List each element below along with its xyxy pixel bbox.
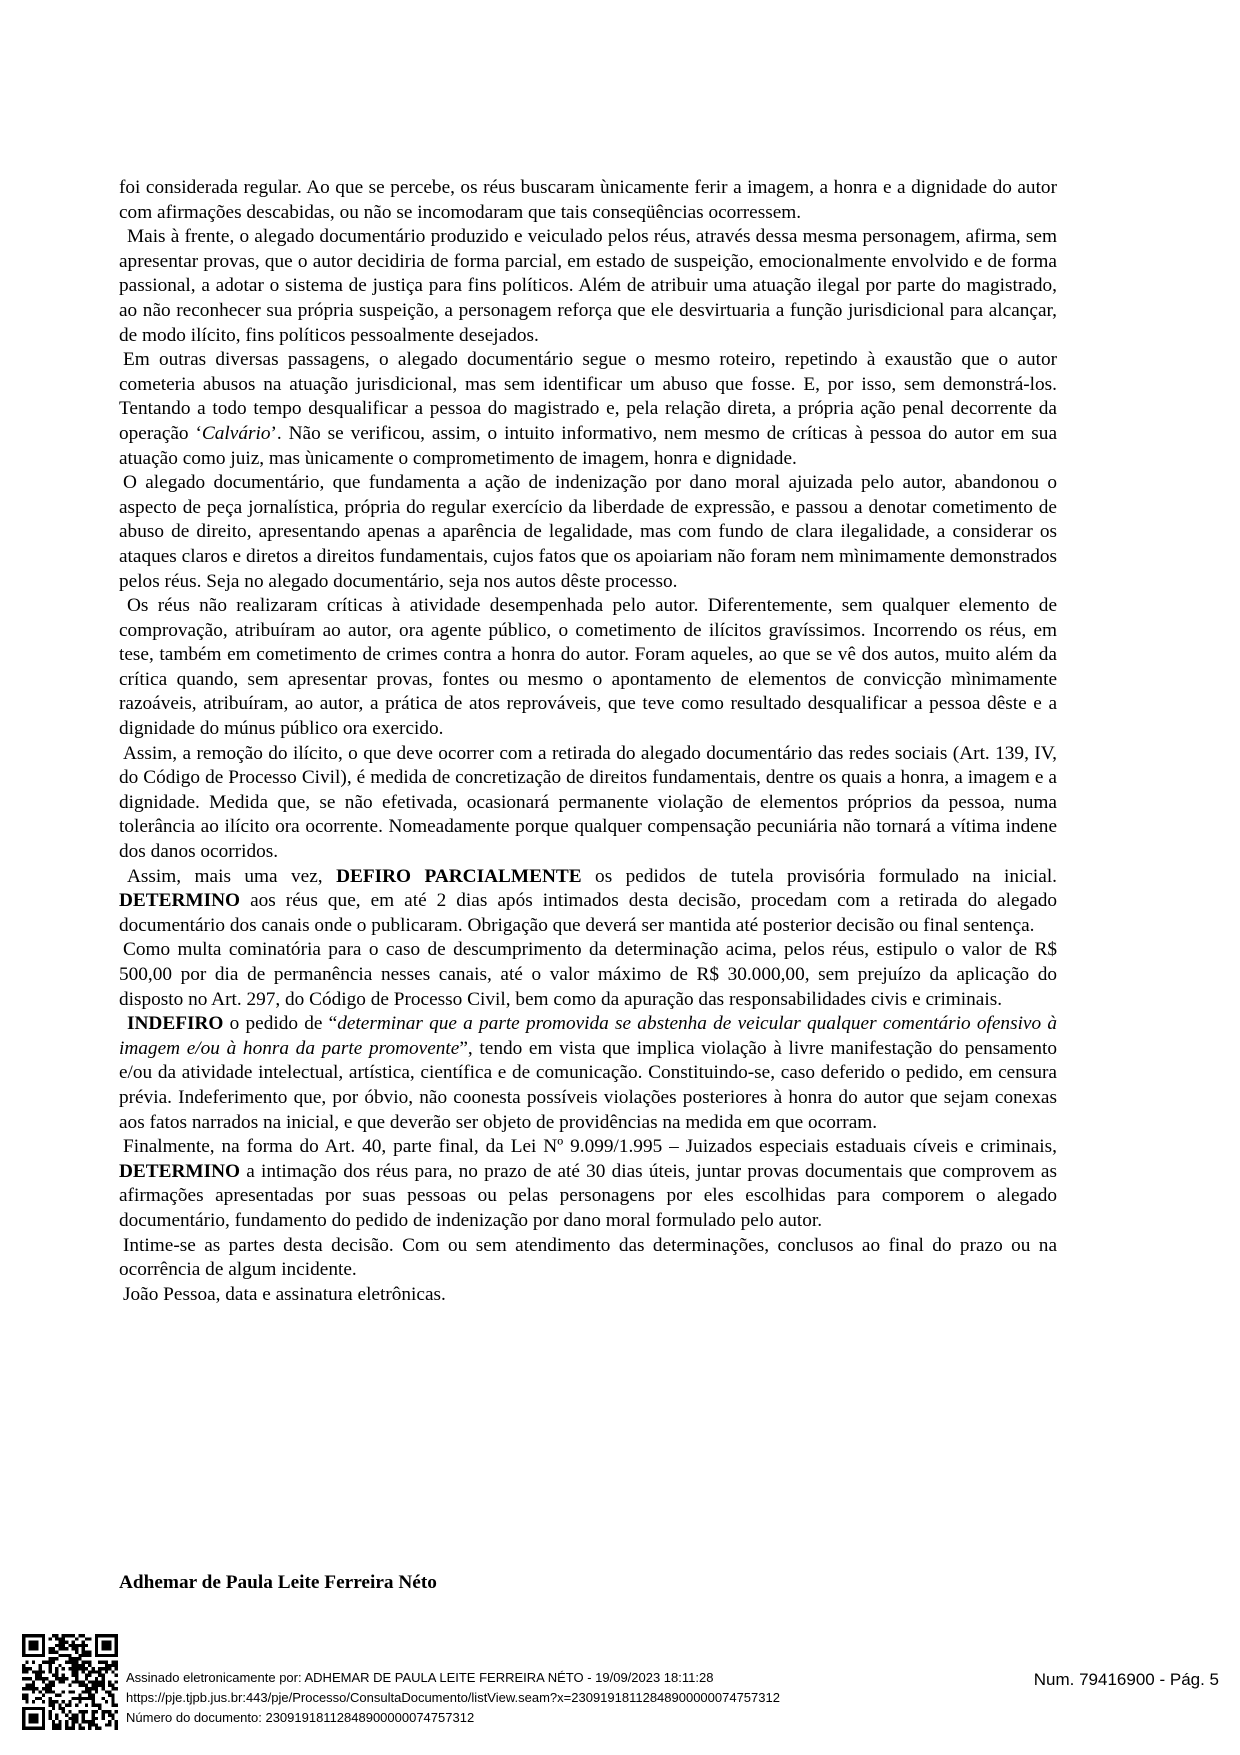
paragraph <box>119 176 1057 225</box>
document-number: Número do documento: 23091918112848900000074757312 <box>126 1710 475 1725</box>
paragraph-text: Assim, a remoção do ilícito, o que deve ocorrer com a retirada do alegado documentário das redes sociais (Art. 139, IV, do Código de Processo Civil), é medida de concretização de direitos fundamentais, dentre os quais a honra, a imagem e a dignidade. Medida que, se não efetivada, ocasionará permanente violação de elementos próprios da pessoa, numa tolerância ao ilícito ora ocorrente. Nomeadamente porque qualquer compensação pecuniária não tornará a vítima indene dos danos ocorridos. <box>119 742 1057 863</box>
paragraph-text: ’. Não se verificou, assim, o intuito informativo, nem mesmo de críticas à pessoa do autor em sua atuação como juiz, mas ùnicamente o comprometimento de imagem, honra e dignidade. <box>119 422 1057 469</box>
paragraph <box>119 1234 1057 1283</box>
paragraph-text: a intimação dos réus para, no prazo de até 30 dias úteis, juntar provas documentais que comprovem as afirmações apresentadas por suas pessoas ou pelas personagens por eles escolhidas para comporem o alegado documentário, fundamento do pedido de indenização por dano moral formulado pelo autor. <box>119 1160 1057 1231</box>
paragraph <box>119 471 1057 594</box>
decision-body <box>119 176 1057 1307</box>
document-url[interactable]: https://pje.tjpb.jus.br:443/pje/Processo/ConsultaDocumento/listView.seam?x=23091918112848900000074757312 <box>126 1690 780 1705</box>
paragraph-text: Finalmente, na forma do Art. 40, parte final, da Lei Nº 9.099/1.995 – Juizados especiais estaduais cíveis e criminais, <box>123 1136 1057 1158</box>
paragraph-text: Em outras diversas passagens, o alegado documentário segue o mesmo roteiro, repetindo à exaustão que o autor cometeria abusos na atuação jurisdicional, mas sem identificar um abuso que fosse. E, por isso, sem demonstrá-los. Tentando a todo tempo desqualificar a pessoa do magistrado e, pela relação direta, a própria ação penal decorrente da operação ‘ <box>119 349 1057 444</box>
bold-term: INDEFIRO <box>127 1013 224 1035</box>
paragraph-text: aos réus que, em até 2 dias após intimados desta decisão, procedam com a retirada do alegado documentário dos canais onde o publicaram. Obrigação que deverá ser mantida até posterior decisão ou final sentença. <box>119 890 1057 936</box>
paragraph <box>119 225 1057 348</box>
paragraph-text: Os réus não realizaram críticas à atividade desempenhada pelo autor. Diferentemente, sem qualquer elemento de comprovação, atribuíram ao autor, ora agente público, o cometimento de ilícitos gravíssimos. Incorrendo os réus, em tese, também em cometimento de crimes contra a honra do autor. Foram aqueles, ao que se vê dos autos, muito além da crítica quando, sem apresentar provas, fontes ou mesmo o apontamento de elementos de convicção mìnimamente razoáveis, atribuíram, ao autor, a prática de atos reprováveis, que teve como resultado desqualificar a pessoa dêste e a dignidade do múnus público ora exercido. <box>119 595 1057 740</box>
paragraph <box>119 348 1057 471</box>
paragraph <box>119 938 1057 1012</box>
paragraph-text: O alegado documentário, que fundamenta a ação de indenização por dano moral ajuizada pelo autor, abandonou o aspecto de peça jornalística, própria do regular exercício da liberdade de expressão, e passou a denotar cometimento de abuso de direito, apresentando apenas a aparência de legalidade, mas com fundo de clara ilegalidade, a considerar os ataques claros e diretos a direitos fundamentais, cujos fatos que os apoiariam não foram nem mìnimamente demonstrados pelos réus. Seja no alegado documentário, seja nos autos dêste processo. <box>119 472 1057 592</box>
bold-term: DEFIRO PARCIALMENTE <box>336 865 582 887</box>
bold-term: DETERMINO <box>119 1160 241 1182</box>
paragraph-text: João Pessoa, data e assinatura eletrônicas. <box>123 1283 446 1305</box>
bold-term: DETERMINO <box>119 890 241 912</box>
paragraph <box>119 594 1057 742</box>
paragraph-text: o pedido de “ <box>223 1013 338 1035</box>
paragraph <box>119 1135 1057 1233</box>
paragraph <box>119 1283 1057 1308</box>
paragraph-text: Assim, mais uma vez, <box>127 865 337 887</box>
paragraph-text: Intime-se as partes desta decisão. Com ou sem atendimento das determinações, conclusos ao final do prazo ou na ocorrência de algum incidente. <box>119 1234 1057 1281</box>
paragraph <box>119 865 1057 939</box>
italic-quote: Calvário <box>201 422 271 444</box>
paragraph-text: ”, tendo em vista que implica violação à livre manifestação do pensamento e/ou da atividade intelectual, artística, científica e de comunicação. Constituindo-se, caso deferido o pedido, em censura prévia. Indeferimento que, por óbvio, não coonesta possíveis violações posteriores à honra do autor que sejam conexas aos fatos narrados na inicial, e que deverão ser objeto de providências na medida em que ocorram. <box>119 1037 1057 1133</box>
paragraph-text: foi considerada regular. Ao que se percebe, os réus buscaram ùnicamente ferir a imagem, a honra e a dignidade do autor com afirmações descabidas, ou não se incomodaram que tais conseqüências ocorressem. <box>119 177 1057 223</box>
signed-by-line: Assinado eletronicamente por: ADHEMAR DE PAULA LEITE FERREIRA NÉTO - 19/09/2023 18:11:28 <box>126 1670 714 1685</box>
signature-footer <box>126 1668 780 1728</box>
paragraph <box>119 1012 1057 1135</box>
paragraph-text: Como multa cominatória para o caso de descumprimento da determinação acima, pelos réus, estipulo o valor de R$ 500,00 por dia de permanência nesses canais, até o valor máximo de R$ 30.000,00, sem prejuízo da aplicação do disposto no Art. 297, do Código de Processo Civil, bem como da apuração das responsabilidades civis e criminais. <box>119 939 1057 1010</box>
paragraph-text: os pedidos de tutela provisória formulado na inicial. <box>581 865 1057 887</box>
signer-name: Adhemar de Paula Leite Ferreira Néto <box>119 1572 437 1593</box>
page-reference: Num. 79416900 - Pág. 5 <box>1033 1670 1219 1689</box>
italic-quote: determinar que a parte promovida se abstenha de veicular qualquer comentário ofensivo à imagem e/ou à honra da parte promovente <box>119 1013 1057 1059</box>
paragraph <box>119 742 1057 865</box>
qr-code-icon <box>22 1634 118 1730</box>
paragraph-text: Mais à frente, o alegado documentário produzido e veiculado pelos réus, através dessa mesma personagem, afirma, sem apresentar provas, que o autor decidiria de forma parcial, em estado de suspeição, emocionalmente envolvido e de forma passional, a adotar o sistema de justiça para fins políticos. Além de atribuir uma atuação ilegal por parte do magistrado, ao não reconhecer sua própria suspeição, a personagem reforça que ele desvirtuaria a função jurisdicional para alcançar, de modo ilícito, fins políticos pessoalmente desejados. <box>119 226 1057 346</box>
